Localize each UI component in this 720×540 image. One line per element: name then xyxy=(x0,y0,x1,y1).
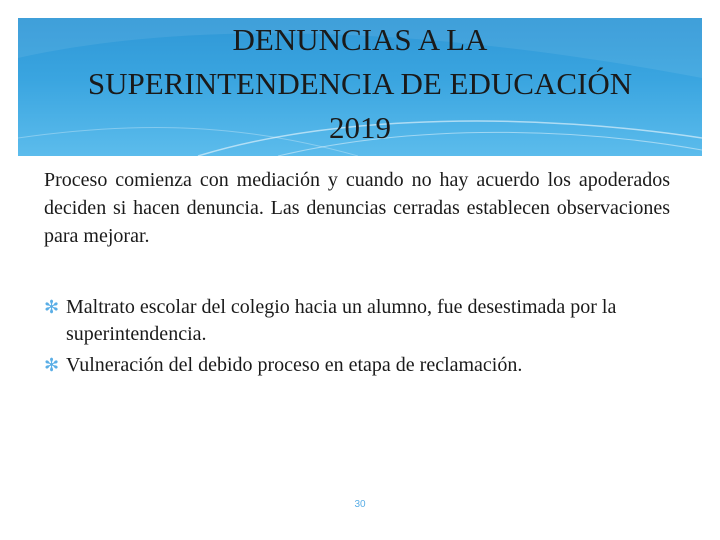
list-item xyxy=(44,352,684,379)
intro-paragraph: Proceso comienza con mediación y cuando no hay acuerdo los apoderados deciden si hacen denuncia. Las denuncias cerradas establecen observaciones para mejorar. xyxy=(44,169,670,247)
bullet-text: Vulneración del debido proceso en etapa de reclamación. xyxy=(66,354,523,376)
asterisk-bullet-icon: ✻ xyxy=(44,355,60,375)
list-item xyxy=(44,294,684,348)
slide-title: DENUNCIAS A LA SUPERINTENDENCIA DE EDUCACIÓN 2019 xyxy=(87,22,633,145)
bullet-list xyxy=(44,294,684,383)
title-band xyxy=(18,18,702,156)
bullet-text: Maltrato escolar del colegio hacia un alumno, fue desestimada por la superintendencia. xyxy=(66,296,617,345)
page-number: 30 xyxy=(354,499,366,510)
asterisk-bullet-icon: ✻ xyxy=(44,297,60,317)
